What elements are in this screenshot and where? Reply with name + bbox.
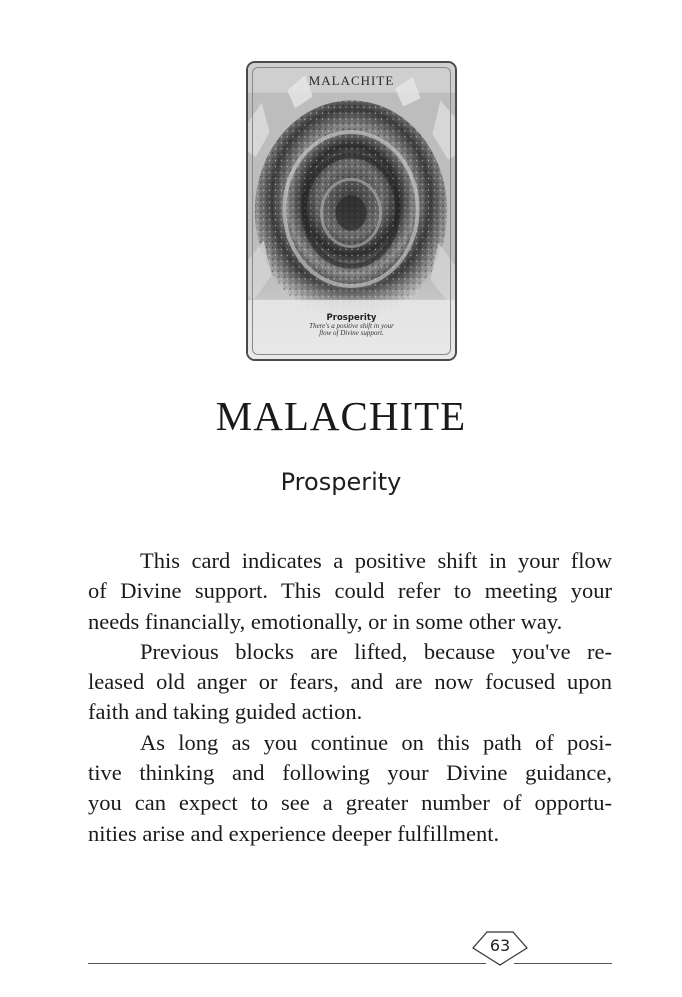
card-caption-title: Prosperity xyxy=(326,313,377,323)
paragraph-line: This card indicates a positive shift in your flow xyxy=(140,548,612,573)
paragraph-line: needs financially, emotionally, or in some other way. xyxy=(88,608,563,634)
paragraph-line: tive thinking and following your Divine guidance, xyxy=(88,760,612,786)
card-caption-line-1: There's a positive shift in your xyxy=(309,321,394,330)
paragraph-line: you can expect to see a greater number of opportu- xyxy=(88,790,612,816)
card-caption xyxy=(248,314,455,338)
oracle-card-image xyxy=(246,61,457,361)
paragraph-3 xyxy=(88,728,612,849)
paragraph-line: of Divine support. This could refer to meeting your xyxy=(88,578,612,604)
page-title: MALACHITE xyxy=(215,393,467,439)
paragraph-line: nities arise and experience deeper fulfillment. xyxy=(88,820,500,846)
page-number: 63 xyxy=(489,936,511,955)
paragraph-2 xyxy=(88,637,612,728)
paragraph-line: leased old anger or fears, and are now focused upon xyxy=(88,669,612,695)
paragraph-1 xyxy=(88,546,612,637)
paragraph-line: faith and taking guided action. xyxy=(88,699,363,725)
card-caption-line-2: flow of Divine support. xyxy=(319,329,384,338)
page-subtitle: Prosperity xyxy=(280,468,402,496)
card-name-label: MALACHITE xyxy=(308,73,395,88)
paragraph-line: Previous blocks are lifted, because you've re- xyxy=(140,638,612,664)
paragraph-line: As long as you continue on this path of posi- xyxy=(140,729,612,755)
body-text xyxy=(88,546,612,849)
footer-rule-left xyxy=(88,963,486,964)
